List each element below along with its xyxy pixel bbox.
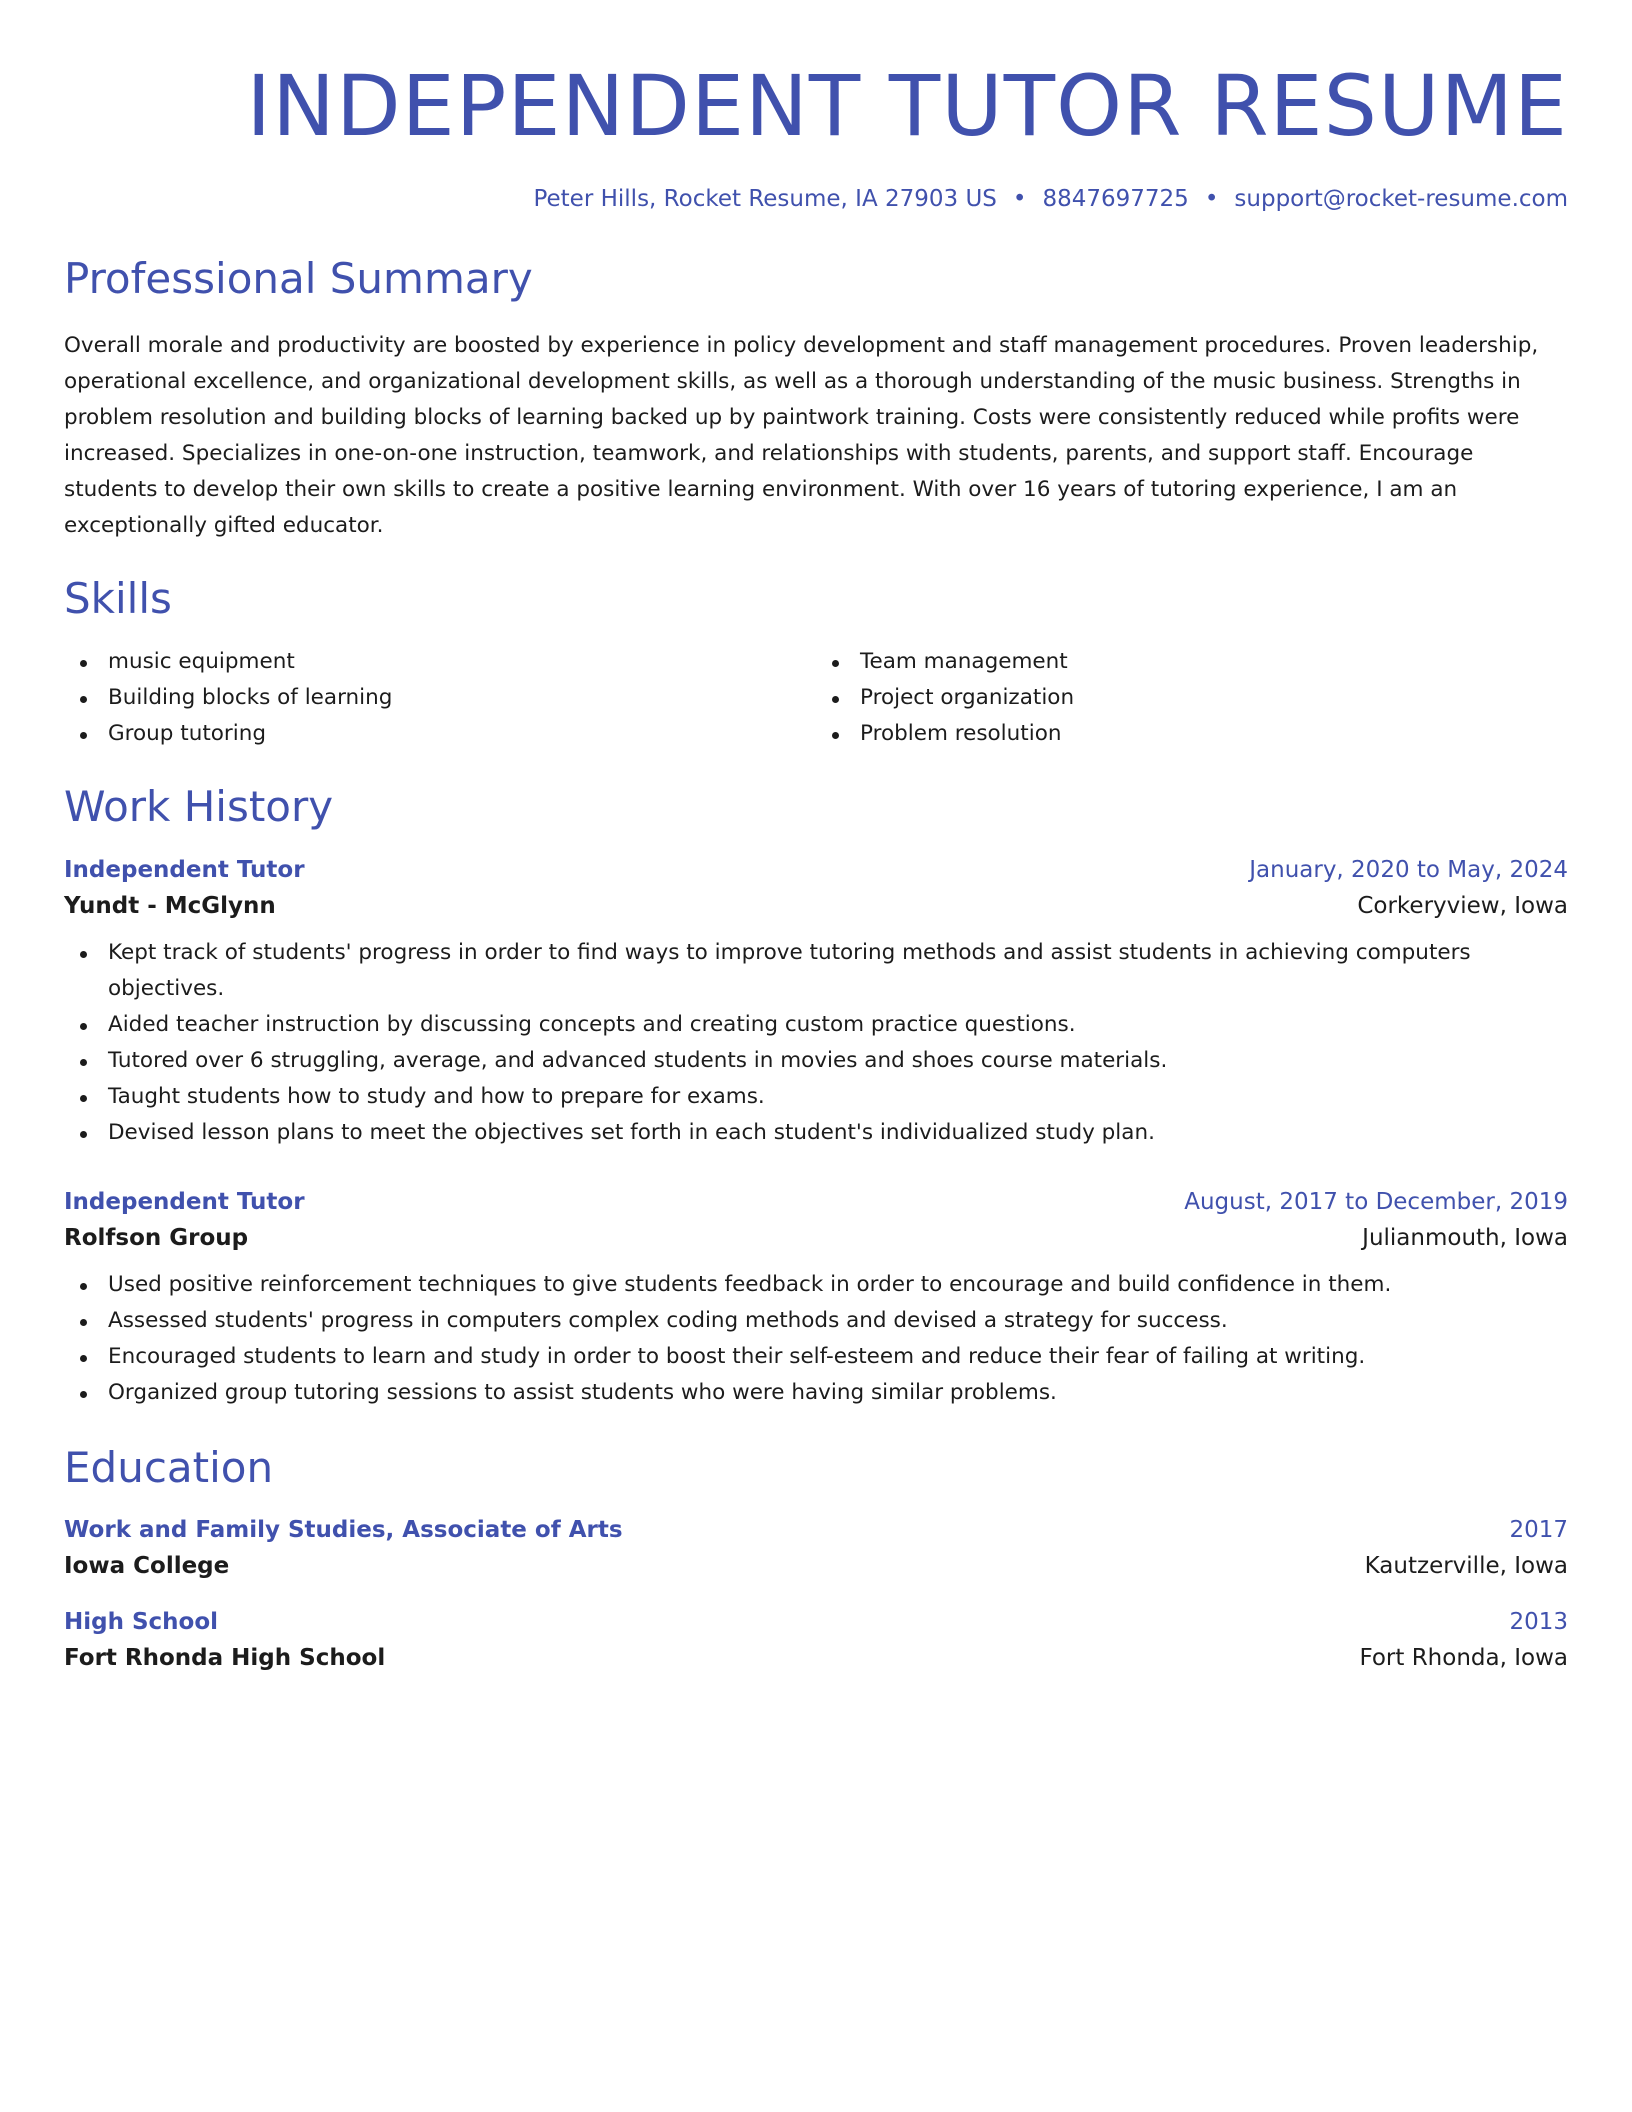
education-degree: Work and Family Studies, Associate of Arts [64, 1516, 623, 1543]
contact-line [64, 186, 1568, 212]
skills-left-list [64, 644, 816, 752]
contact-email[interactable]: support@rocket-resume.com [1234, 186, 1568, 212]
job-bullet: Aided teacher instruction by discussing concepts and creating custom practice questions. [64, 1007, 1568, 1043]
education-school: Iowa College [64, 1552, 230, 1579]
education-heading: Education [64, 1442, 274, 1492]
skill-item: Project organization [816, 680, 1568, 716]
education-year: 2017 [1509, 1516, 1568, 1543]
skills-right-list [816, 644, 1568, 752]
skill-item: Group tutoring [64, 716, 816, 752]
job-bullet: Kept track of students' progress in order to find ways to improve tutoring methods and assist students in achieving computers objectives. [64, 935, 1568, 1007]
job-location: Corkeryview, Iowa [1357, 892, 1568, 919]
contact-address: Peter Hills, Rocket Resume, IA 27903 US [533, 186, 997, 212]
job-subheader [64, 893, 1568, 919]
job-title: Independent Tutor [64, 856, 305, 883]
education-degree: High School [64, 1608, 219, 1635]
education-location: Fort Rhonda, Iowa [1359, 1644, 1568, 1671]
education-entry [64, 1609, 1568, 1671]
job-entry [64, 857, 1568, 1151]
contact-separator: • [1204, 186, 1219, 212]
education-subheader [64, 1553, 1568, 1579]
summary-section [64, 256, 1568, 544]
education-subheader [64, 1645, 1568, 1671]
education-header [64, 1609, 1568, 1635]
education-year: 2013 [1509, 1608, 1568, 1635]
job-company: Rolfson Group [64, 1224, 249, 1251]
job-dates: August, 2017 to December, 2019 [1184, 1188, 1568, 1215]
job-bullet: Tutored over 6 struggling, average, and advanced students in movies and shoes course materials. [64, 1043, 1568, 1079]
education-entry [64, 1517, 1568, 1579]
education-header [64, 1517, 1568, 1543]
resume-title: INDEPENDENT TUTOR RESUME [246, 57, 1568, 155]
education-location: Kautzerville, Iowa [1364, 1552, 1568, 1579]
job-header [64, 857, 1568, 883]
education-section [64, 1442, 1568, 1671]
job-bullet: Devised lesson plans to meet the objectives set forth in each student's individualized study plan. [64, 1115, 1568, 1151]
education-school: Fort Rhonda High School [64, 1644, 386, 1671]
job-entry [64, 1189, 1568, 1411]
job-title: Independent Tutor [64, 1188, 305, 1215]
skill-item: Building blocks of learning [64, 680, 816, 716]
job-bullets [64, 1267, 1568, 1411]
work-history-section [64, 784, 1568, 1410]
job-bullet: Encouraged students to learn and study in order to boost their self-esteem and reduce their fear of failing at writing. [64, 1339, 1568, 1375]
job-dates: January, 2020 to May, 2024 [1249, 856, 1568, 883]
job-header [64, 1189, 1568, 1215]
summary-heading: Professional Summary [64, 254, 533, 303]
job-company: Yundt - McGlynn [64, 892, 276, 919]
contact-phone: 8847697725 [1042, 186, 1189, 212]
skills-columns [64, 644, 1568, 752]
job-subheader [64, 1225, 1568, 1251]
skills-section [64, 576, 1568, 752]
work-history-heading: Work History [64, 782, 334, 832]
job-bullet: Taught students how to study and how to prepare for exams. [64, 1079, 1568, 1115]
skill-item: Problem resolution [816, 716, 1568, 752]
skill-item: music equipment [64, 644, 816, 680]
job-bullet: Used positive reinforcement techniques to give students feedback in order to encourage and build confidence in them. [64, 1267, 1568, 1303]
job-location: Julianmouth, Iowa [1362, 1224, 1568, 1251]
skills-heading: Skills [64, 574, 172, 624]
job-bullets [64, 935, 1568, 1151]
summary-text: Overall morale and productivity are boosted by experience in policy development and staff management procedures. Proven leadership, operational excellence, and organizational development skills, as well as a thorough understanding of the music business. Strengths in problem resolution and building blocks of learning backed up by paintwork training. Costs were consistently reduced while profits were increased. Specializes in one-on-one instruction, teamwork, and relationships with students, parents, and support staff. Encourage students to develop their own skills to create a positive learning environment. With over 16 years of tutoring experience, I am an exceptionally gifted educator. [64, 333, 1539, 539]
skill-item: Team management [816, 644, 1568, 680]
job-bullet: Organized group tutoring sessions to assist students who were having similar problems. [64, 1375, 1568, 1411]
job-bullet: Assessed students' progress in computers complex coding methods and devised a strategy for success. [64, 1303, 1568, 1339]
contact-separator: • [1012, 186, 1027, 212]
